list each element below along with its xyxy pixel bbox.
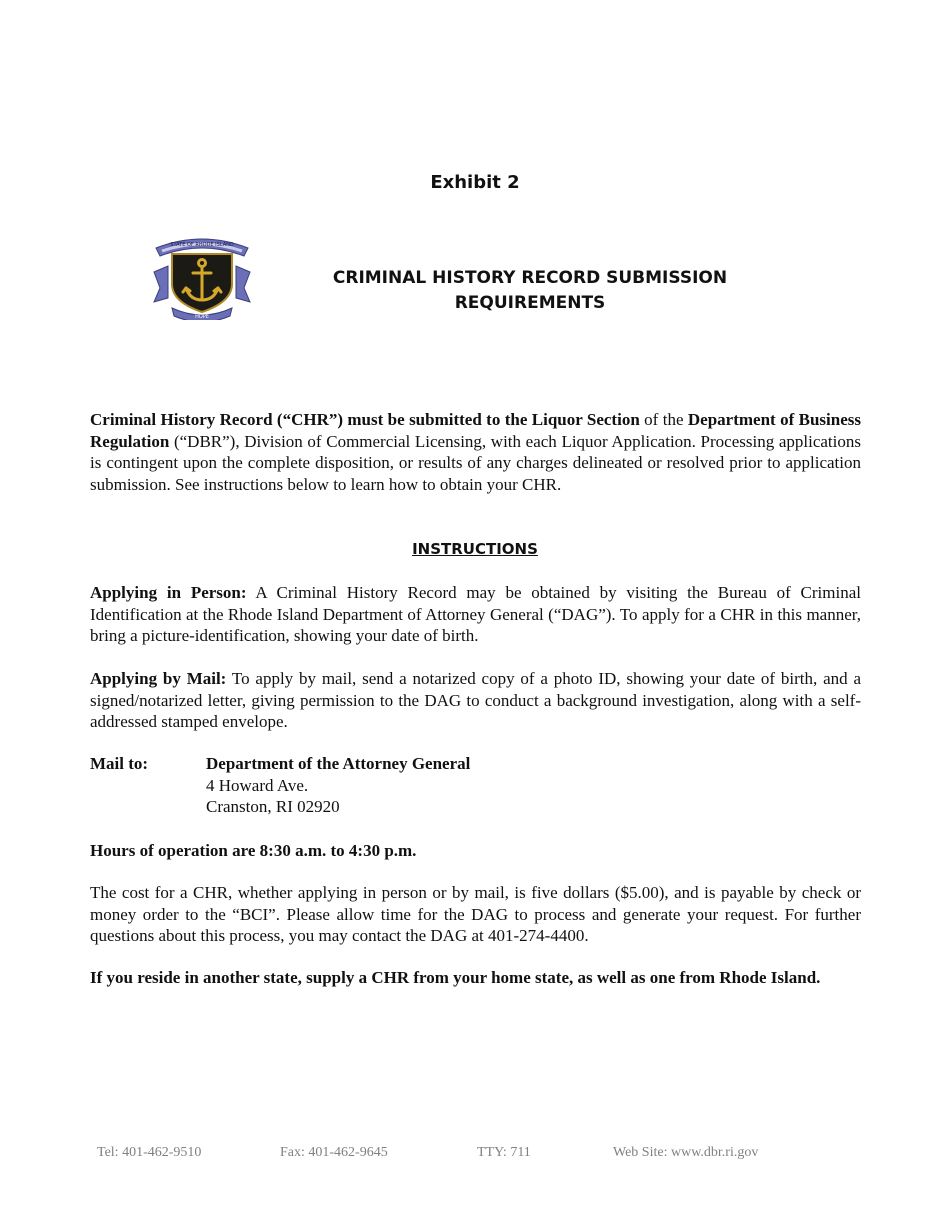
- address-name: Department of the Attorney General: [206, 754, 471, 773]
- page-title: [300, 266, 760, 316]
- instructions-heading: INSTRUCTIONS: [412, 540, 538, 558]
- footer-tel: Tel: 401-462-9510: [97, 1145, 202, 1160]
- by-mail-label: Applying by Mail:: [90, 669, 227, 688]
- by-mail-paragraph: [90, 668, 861, 733]
- hours-of-operation: Hours of operation are 8:30 a.m. to 4:30 p.m.: [90, 841, 417, 860]
- title-line-2: REQUIREMENTS: [454, 293, 606, 313]
- out-of-state-notice: If you reside in another state, supply a CHR from your home state, as well as one from Rhode Island.: [90, 968, 821, 987]
- seal-banner-bottom: HOPE: [195, 314, 209, 320]
- mail-to-label: Mail to:: [90, 754, 149, 773]
- intro-bold-2: Department of Business Regulation: [90, 410, 861, 451]
- mailing-address: [206, 753, 470, 818]
- footer-tty: TTY: 711: [477, 1145, 531, 1160]
- in-person-label: Applying in Person:: [90, 583, 247, 602]
- address-street: 4 Howard Ave.: [206, 775, 309, 795]
- rhode-island-seal-icon: [152, 232, 252, 320]
- intro-text-1: of the: [639, 410, 688, 429]
- footer-fax: Fax: 401-462-9645: [280, 1145, 388, 1160]
- footer-website: Web Site: www.dbr.ri.gov: [613, 1145, 759, 1160]
- address-city: Cranston, RI 02920: [206, 797, 340, 816]
- in-person-paragraph: [90, 582, 861, 647]
- intro-bold-1: Criminal History Record (“CHR”) must be submitted to the Liquor Section: [90, 410, 640, 429]
- by-mail-text: To apply by mail, send a notarized copy of a photo ID, showing your date of birth, and a signed/notarized letter, giving permission to the DAG to conduct a background investigation, along with a self-addressed stamped envelope.: [90, 669, 862, 731]
- intro-text-2: (“DBR”), Division of Commercial Licensing, with each Liquor Application. Processing applications is contingent upon the complete disposition, or results of any charges delineated or resolved prior to application submission. See instructions below to learn how to obtain your CHR.: [90, 431, 861, 494]
- seal-banner-top: STATE OF RHODE ISLAND: [170, 242, 234, 248]
- in-person-text: A Criminal History Record may be obtained by visiting the Bureau of Criminal Identification at the Rhode Island Department of Attorney General (“DAG”). To apply for a CHR in this manner, bring a picture-identification, showing your date of birth.: [90, 583, 861, 645]
- cost-paragraph: The cost for a CHR, whether applying in person or by mail, is five dollars ($5.00), and is payable by check or money order to the “BCI”. Please allow time for the DAG to process and generate your request. For further questions about this process, you may contact the DAG at 401-274-4400.: [90, 883, 861, 945]
- intro-paragraph: [90, 409, 861, 495]
- exhibit-label: Exhibit 2: [430, 172, 520, 193]
- title-line-1: CRIMINAL HISTORY RECORD SUBMISSION: [332, 268, 728, 288]
